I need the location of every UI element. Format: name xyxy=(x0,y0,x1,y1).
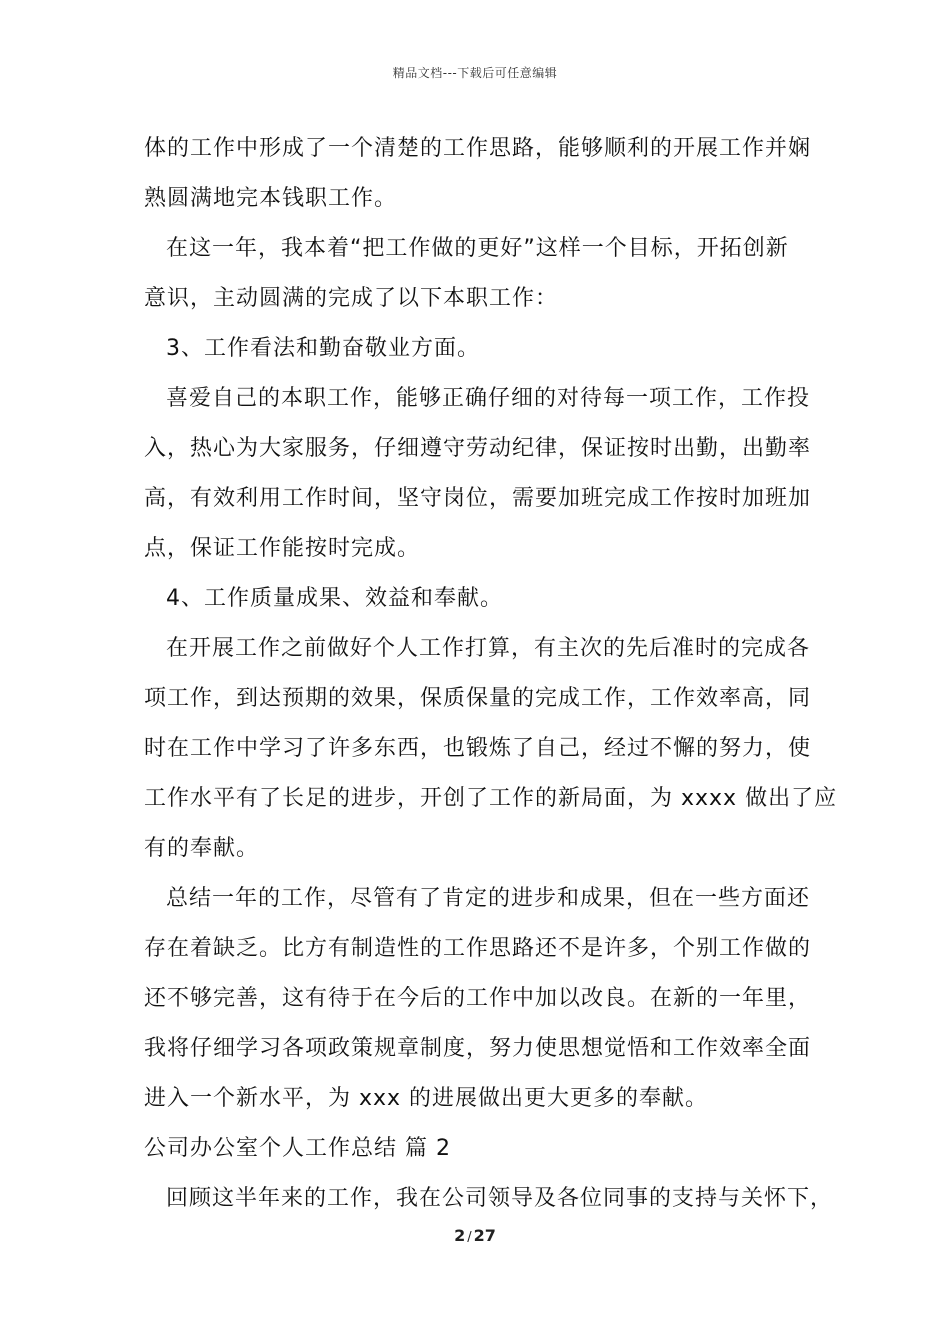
section-heading: 3、工作看法和勤奋敬业方面。 xyxy=(166,336,480,361)
section-heading: 4、工作质量成果、效益和奉献。 xyxy=(166,586,503,611)
text-line: 体的工作中形成了一个清楚的工作思路，能够顺利的开展工作并娴 xyxy=(144,136,812,161)
paragraph-start-line: 在开展工作之前做好个人工作打算，有主次的先后准时的完成各 xyxy=(166,636,811,661)
text-line: 熟圆满地完本钱职工作。 xyxy=(144,186,398,211)
article-title: 公司办公室个人工作总结 篇 2 xyxy=(144,1136,451,1161)
paragraph-start-line: 回顾这半年来的工作，我在公司领导及各位同事的支持与关怀下， xyxy=(166,1186,834,1211)
text-line: 我将仔细学习各项政策规章制度，努力使思想觉悟和工作效率全面 xyxy=(144,1036,812,1061)
text-line: 意识，主动圆满的完成了以下本职工作： xyxy=(144,286,559,311)
page-header: 精品文档---下载后可任意编辑 xyxy=(392,66,558,80)
paragraph-start-line: 在这一年，我本着“把工作做的更好”这样一个目标，开拓创新 xyxy=(166,236,789,261)
text-line: 项工作，到达预期的效果，保质保量的完成工作，工作效率高，同 xyxy=(144,686,812,711)
paragraph-start-line: 喜爱自己的本职工作，能够正确仔细的对待每一项工作，工作投 xyxy=(166,386,811,411)
text-line: 有的奉献。 xyxy=(144,836,260,861)
text-line: 入，热心为大家服务，仔细遵守劳动纪律，保证按时出勤，出勤率 xyxy=(144,436,812,461)
paragraph-start-line: 总结一年的工作，尽管有了肯定的进步和成果，但在一些方面还 xyxy=(166,886,811,911)
text-line: 工作水平有了长足的进步，开创了工作的新局面，为 xxxx 做出了应 xyxy=(144,786,838,811)
document-body xyxy=(144,128,838,1228)
total-page-count: 27 xyxy=(473,1226,496,1245)
text-line: 还不够完善，这有待于在今后的工作中加以改良。在新的一年里， xyxy=(144,986,812,1011)
page-separator: / xyxy=(467,1230,472,1245)
current-page-number: 2 xyxy=(454,1226,466,1245)
text-line: 进入一个新水平，为 xxx 的进展做出更大更多的奉献。 xyxy=(144,1086,709,1111)
text-line: 存在着缺乏。比方有制造性的工作思路还不是许多，个别工作做的 xyxy=(144,936,812,961)
text-line: 点，保证工作能按时完成。 xyxy=(144,536,421,561)
page-number xyxy=(0,1226,950,1245)
text-line: 时在工作中学习了许多东西，也锻炼了自己，经过不懈的努力，使 xyxy=(144,736,812,761)
text-line: 高，有效利用工作时间，坚守岗位，需要加班完成工作按时加班加 xyxy=(144,486,812,511)
